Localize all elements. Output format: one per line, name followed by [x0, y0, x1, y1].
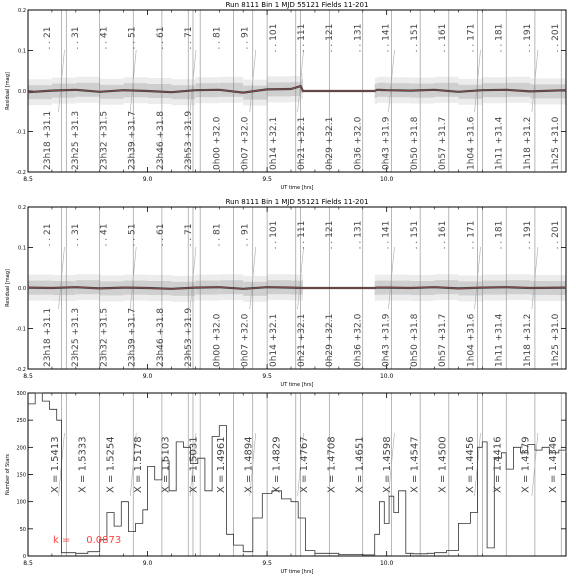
airmass-label: X = 1.4598	[382, 436, 393, 493]
field-label: . . 191	[522, 23, 533, 53]
field-label: . . 141	[381, 23, 392, 53]
coord-label: 1h04 +31.6	[466, 116, 477, 170]
airmass-label: X = 1.4651	[354, 436, 366, 493]
field-label: . . 171	[466, 23, 477, 53]
airmass-label: X = 1.4379	[520, 436, 532, 493]
coord-label: 23h39 +31.7	[127, 110, 138, 170]
airmass-label: X = 1.4961	[216, 436, 227, 493]
coord-label: 0h07 +32.0	[240, 116, 251, 170]
y-tick-label: 0	[22, 554, 26, 560]
y-tick-label: -0.1	[16, 129, 26, 136]
coord-label: 23h18 +31.1	[43, 307, 53, 367]
field-label: . . 41	[99, 26, 110, 50]
coord-label: 1h04 +31.6	[466, 313, 477, 367]
coord-label: 23h25 +31.3	[71, 110, 82, 170]
x-tick-label: 10.0	[379, 176, 394, 183]
y-tick-label: 0.1	[18, 245, 26, 252]
airmass-label: X = 1.4708	[326, 436, 338, 493]
field-label: . . 21	[43, 223, 53, 247]
y-tick-label: 0.2	[18, 205, 26, 211]
field-label: . . 51	[127, 223, 138, 247]
field-labels-2	[43, 221, 561, 250]
panel-2-xlabel: UT time [hrs]	[280, 382, 314, 388]
y-tick-label: 0.0	[18, 286, 26, 292]
y-tick-label: -0.1	[16, 326, 26, 333]
y-tick-label: 0.1	[18, 48, 26, 55]
coord-label: 0h57 +31.7	[438, 116, 449, 170]
field-label: . . 201	[551, 220, 561, 250]
coord-labels-2	[43, 308, 561, 367]
coord-label: 0h00 +32.0	[212, 116, 223, 170]
y-tick-label: 0.0	[18, 89, 26, 95]
field-label: . . 41	[99, 223, 110, 247]
field-label: . . 51	[127, 26, 138, 50]
x-tick-label: 9.0	[142, 373, 153, 380]
y-tick-label: -0.2	[16, 170, 26, 176]
panel-1-ylabel: Residual [mag]	[5, 72, 11, 110]
coord-label: 0h36 +32.0	[353, 313, 364, 367]
airmass-label: X = 1.4416	[492, 436, 504, 493]
x-tick-label: 9.5	[262, 373, 272, 380]
panel-3-ylabel: Number of Stars	[5, 454, 11, 495]
x-tick-label: 9.5	[262, 176, 272, 183]
field-label: . . 151	[409, 23, 420, 53]
y-tick-label: 0.2	[18, 8, 26, 14]
x-tick-label: 10.0	[379, 373, 394, 380]
coord-label: 0h21 +32.1	[297, 313, 307, 367]
airmass-label: X = 1.5031	[188, 436, 200, 493]
residual-panel-2	[5, 198, 566, 388]
coord-label: 1h18 +31.2	[522, 116, 533, 170]
x-tick-label: 8.5	[23, 560, 33, 567]
coord-label: 23h25 +31.3	[71, 307, 82, 367]
field-label: . . 71	[184, 223, 195, 247]
coord-label: 1h25 +31.0	[551, 313, 561, 367]
coord-label: 0h29 +32.1	[325, 116, 336, 170]
y-tick-label: 300	[16, 391, 26, 397]
field-label: . . 61	[155, 26, 166, 50]
coord-labels-1	[43, 111, 561, 170]
field-label: . . 111	[297, 23, 307, 53]
field-label: . . 101	[268, 220, 279, 250]
coord-label: 0h50 +31.8	[409, 313, 420, 367]
coord-label: 0h00 +32.0	[212, 313, 223, 367]
coord-label: 1h11 +31.4	[494, 116, 505, 170]
x-tick-label: 8.5	[23, 176, 33, 183]
airmass-label: X = 1.5103	[160, 436, 172, 493]
airmass-label: X = 1.4767	[299, 436, 310, 493]
coord-label: 23h53 +31.9	[184, 110, 195, 170]
field-label: . . 131	[353, 220, 364, 250]
airmass-label: X = 1.4829	[271, 436, 283, 493]
y-tick-label: 200	[16, 445, 26, 452]
series-group-2	[28, 287, 566, 289]
field-label: . . 181	[494, 220, 505, 250]
coord-label: 23h46 +31.8	[155, 110, 166, 170]
coord-label: 1h11 +31.4	[494, 313, 505, 367]
y-tick-label: 250	[16, 418, 26, 425]
field-labels-1	[43, 24, 561, 53]
field-label: . . 161	[438, 23, 449, 53]
y-tick-label: 50	[19, 526, 26, 533]
field-label: . . 171	[466, 220, 477, 250]
field-label: . . 61	[155, 223, 166, 247]
y-tick-label: 100	[16, 499, 26, 506]
field-label: . . 141	[381, 220, 392, 250]
coord-label: 1h18 +31.2	[522, 313, 533, 367]
k-annotation: k = 0.0873	[53, 535, 122, 546]
coord-label: 0h57 +31.7	[438, 313, 449, 367]
airmass-label: X = 1.5333	[77, 436, 89, 493]
coord-label: 0h07 +32.0	[240, 313, 251, 367]
panel-2-ylabel: Residual [mag]	[5, 269, 11, 307]
coord-label: 0h29 +32.1	[325, 313, 336, 367]
field-label: . . 81	[212, 223, 223, 247]
field-label: . . 91	[240, 26, 251, 50]
coord-label: 23h39 +31.7	[127, 307, 138, 367]
airmass-label: X = 1.5178	[133, 436, 144, 493]
coord-label: 0h43 +31.9	[381, 116, 392, 170]
airmass-label: X = 1.5254	[105, 436, 117, 493]
field-label: . . 181	[494, 23, 505, 53]
panel-1-xlabel: UT time [hrs]	[280, 185, 314, 191]
field-label: . . 71	[184, 26, 195, 50]
x-tick-label: 10.0	[379, 560, 394, 567]
field-label: . . 121	[325, 220, 336, 250]
airmass-label: X = 1.4346	[548, 436, 559, 493]
y-tick-label: -0.2	[16, 367, 26, 373]
field-label: . . 91	[240, 223, 251, 247]
airmass-label: X = 1.4456	[465, 436, 476, 493]
field-label: . . 161	[438, 220, 449, 250]
coord-label: 0h43 +31.9	[381, 313, 392, 367]
field-label: . . 201	[551, 23, 561, 53]
field-label: . . 81	[212, 26, 223, 50]
residual-panel-1	[5, 1, 566, 191]
panel-2-title: Run 8111 Bin 1 MJD 55121 Fields 11-201	[225, 198, 369, 206]
coord-label: 0h36 +32.0	[353, 116, 364, 170]
coord-label: 23h46 +31.8	[155, 307, 166, 367]
field-label: . . 121	[325, 23, 336, 53]
coord-label: 1h25 +31.0	[551, 116, 561, 170]
x-tick-label: 9.0	[142, 560, 153, 567]
y-tick-label: 150	[16, 472, 26, 479]
coord-label: 23h32 +31.5	[99, 307, 110, 367]
x-tick-label: 9.0	[142, 176, 153, 183]
coord-label: 23h18 +31.1	[43, 110, 53, 170]
coord-label: 0h21 +32.1	[297, 116, 307, 170]
panel-1-title: Run 8111 Bin 1 MJD 55121 Fields 11-201	[225, 1, 369, 9]
coord-label: 23h32 +31.5	[99, 110, 110, 170]
field-label: . . 31	[71, 26, 82, 50]
coord-label: 23h53 +31.9	[184, 307, 195, 367]
field-label: . . 31	[71, 223, 82, 247]
x-tick-label: 9.5	[262, 560, 272, 567]
airmass-label: X = 1.4547	[409, 436, 421, 493]
field-label: . . 191	[522, 220, 533, 250]
star-count-panel	[5, 391, 566, 575]
airmass-label: X = 1.4500	[437, 436, 449, 493]
airmass-label: X = 1.4894	[243, 436, 255, 493]
x-tick-label: 8.5	[23, 373, 33, 380]
airmass-label: X = 1.5413	[50, 436, 61, 493]
field-label: . . 131	[353, 23, 364, 53]
field-label: . . 151	[409, 220, 420, 250]
coord-label: 0h50 +31.8	[409, 116, 420, 170]
coord-label: 0h14 +32.1	[268, 116, 279, 170]
field-label: . . 101	[268, 23, 279, 53]
coord-label: 0h14 +32.1	[268, 313, 279, 367]
panel-3-xlabel: UT time [hrs]	[280, 569, 314, 575]
field-label: . . 21	[43, 26, 53, 50]
field-label: . . 111	[297, 220, 307, 250]
